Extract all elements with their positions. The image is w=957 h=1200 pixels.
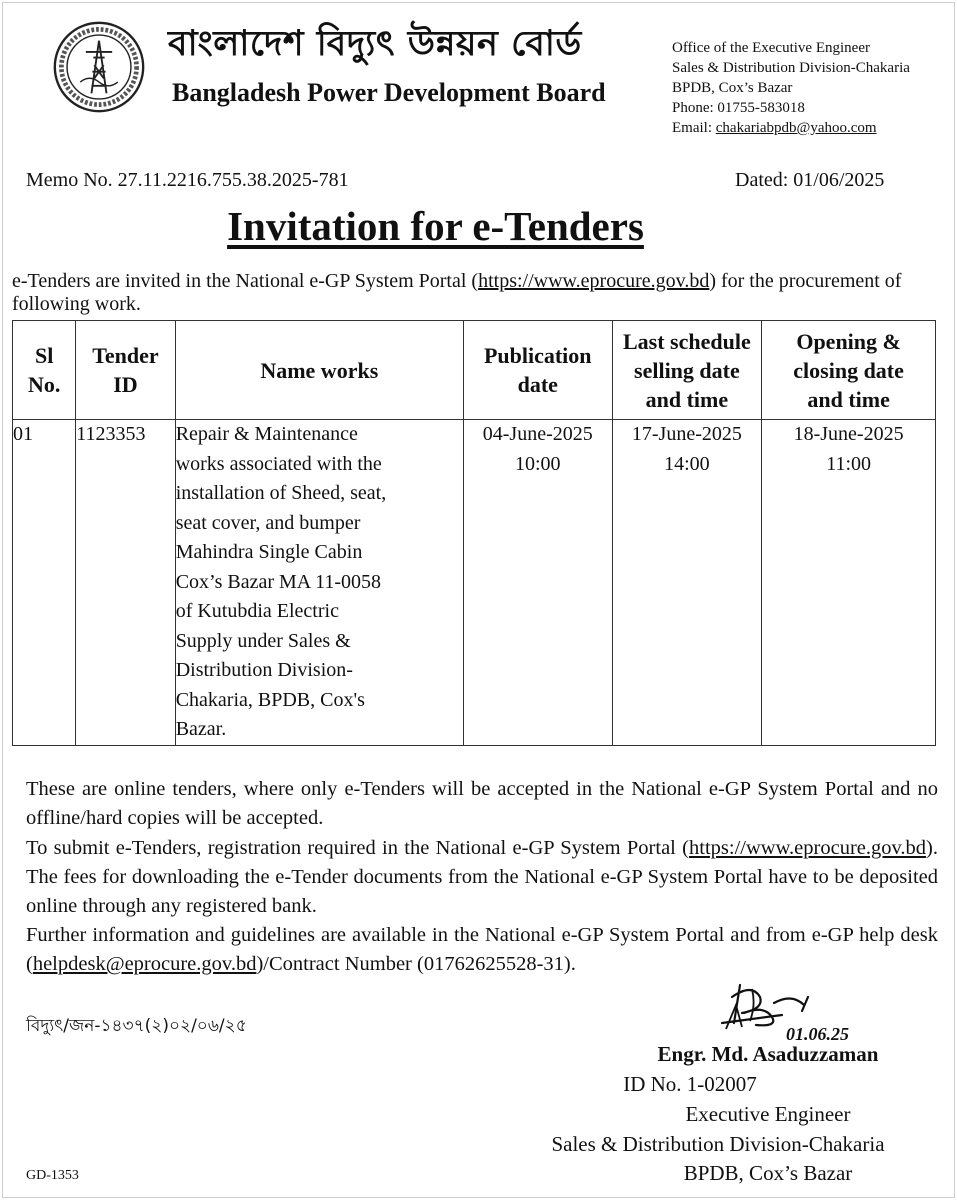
signer-id: ID No. 1-02007 bbox=[623, 1072, 757, 1096]
signer-division: Sales & Distribution Division-Chakaria bbox=[551, 1132, 885, 1156]
paragraph-online-tenders: These are online tenders, where only e-Tenders will be accepted in the National e-GP System Portal and no offline/hard copies will be accepted. bbox=[26, 778, 938, 829]
intro-text bbox=[12, 270, 932, 316]
header-tender-id: Tender ID bbox=[76, 321, 175, 420]
header-last-schedule: Last schedule selling date and time bbox=[612, 321, 762, 420]
table-row bbox=[13, 420, 936, 746]
gd-number: GD-1353 bbox=[26, 1168, 79, 1183]
office-line: Office of the Executive Engineer bbox=[672, 40, 870, 56]
office-email-line bbox=[672, 118, 910, 138]
eprocure-link-2[interactable]: https://www.eprocure.gov.bd bbox=[689, 837, 927, 859]
header-publication-date: Publication date bbox=[463, 321, 612, 420]
bpdb-logo-icon bbox=[52, 20, 146, 114]
office-address bbox=[672, 38, 910, 138]
signer-name: Engr. Md. Asaduzzaman bbox=[657, 1042, 879, 1066]
header-name-works: Name works bbox=[175, 321, 463, 420]
header-opening-closing: Opening & closing date and time bbox=[762, 321, 936, 420]
office-email-link[interactable]: chakariabpdb@yahoo.com bbox=[715, 120, 877, 136]
paragraph-registration: To submit e-Tenders, registration required in the National e-GP System Portal (https://www.eprocure.gov.bd). The fees for downloading the e-Tender documents from the National e-GP System Portal have to be deposited online through any registered bank. bbox=[26, 837, 938, 917]
page-title: Invitation for e-Tenders bbox=[227, 203, 644, 249]
eprocure-link[interactable]: https://www.eprocure.gov.bd bbox=[478, 270, 710, 292]
cell-last-selling-date: 17-June-2025 14:00 bbox=[612, 420, 762, 746]
office-line: Phone: 01755-583018 bbox=[672, 100, 805, 116]
tender-table bbox=[12, 320, 936, 746]
paragraph-helpdesk: Further information and guidelines are available in the National e-GP System Portal and from e-GP help desk (helpdesk@eprocure.gov.bd)/Contract Number (01762625528-31). bbox=[26, 924, 938, 975]
bangla-memo-ref: বিদ্যুৎ/জন-১৪৩৭(২)০২/০৬/২৫ bbox=[26, 1016, 247, 1036]
signer-office: BPDB, Cox’s Bazar bbox=[683, 1161, 853, 1185]
memo-date: Dated: 01/06/2025 bbox=[735, 169, 885, 191]
cell-opening-closing-date: 18-June-2025 11:00 bbox=[762, 420, 936, 746]
signature-date: 01.06.25 bbox=[786, 1024, 849, 1044]
english-title: Bangladesh Power Development Board bbox=[172, 78, 606, 107]
cell-publication-date: 04-June-2025 10:00 bbox=[463, 420, 612, 746]
header-sl-no: Sl No. bbox=[13, 321, 76, 420]
signer-title: Executive Engineer bbox=[685, 1102, 851, 1126]
bangla-title: বাংলাদেশ বিদ্যুৎ উন্নয়ন বোর্ড bbox=[168, 24, 582, 64]
table-header-row bbox=[13, 321, 936, 420]
email-label: Email: bbox=[672, 120, 716, 136]
memo-number: Memo No. 27.11.2216.755.38.2025-781 bbox=[26, 169, 349, 191]
office-line: BPDB, Cox’s Bazar bbox=[672, 80, 793, 96]
cell-name-works: Repair & Maintenance works associated with the installation of Sheed, seat, seat cover, and bumper Mahindra Single Cabin Cox’s Bazar MA 11-0058 of Kutubdia Electric Supply under Sales & Distribution Division- Chakaria, BPDB, Cox's Bazar. bbox=[175, 420, 463, 746]
intro-after: ) for the procurement of following work. bbox=[12, 270, 902, 315]
intro-before: e-Tenders are invited in the National e-GP System Portal ( bbox=[12, 270, 479, 292]
cell-sl-no: 01 bbox=[13, 420, 76, 746]
cell-tender-id: 1123353 bbox=[76, 420, 175, 746]
office-line: Sales & Distribution Division-Chakaria bbox=[672, 60, 910, 76]
helpdesk-email-link[interactable]: helpdesk@eprocure.gov.bd bbox=[32, 953, 257, 975]
